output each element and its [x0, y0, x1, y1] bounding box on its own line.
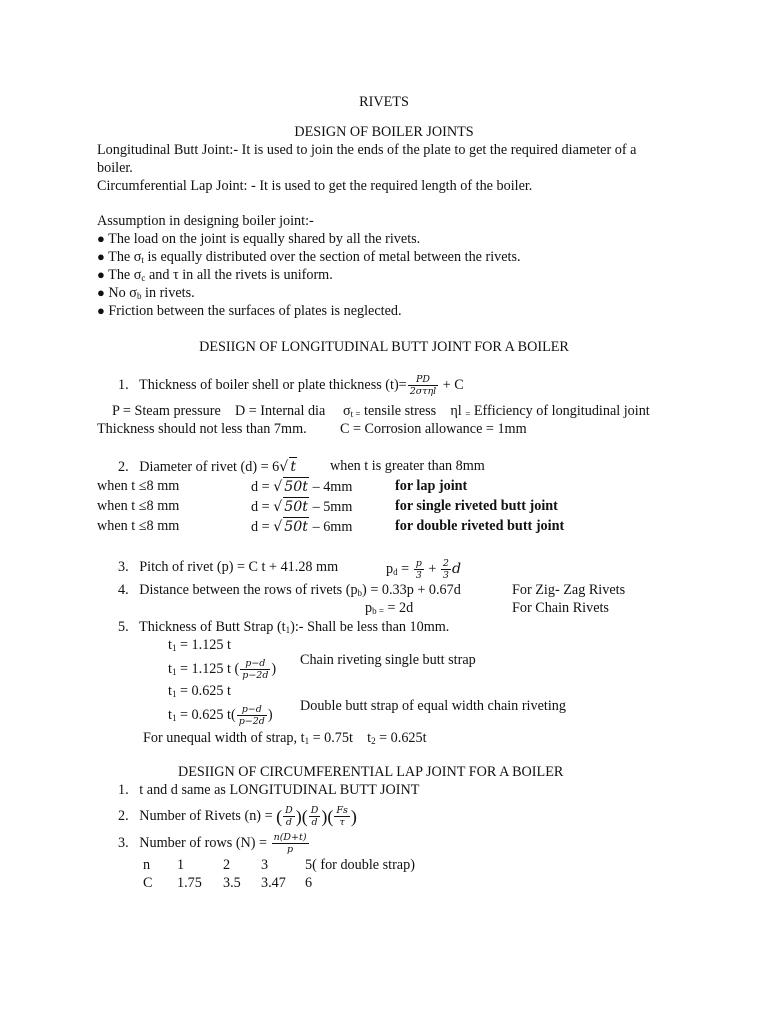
- strap-formula: $t_1 = 0.625$ t( $\frac{p-d}{p-2d}$ ): [168, 704, 273, 727]
- assumption-item: ● Friction between the surfaces of plates is neglected.: [97, 303, 402, 319]
- table-cell: 1: [177, 857, 185, 873]
- fraction: $\frac{PD}{\text{2στηl}}$: [409, 374, 437, 397]
- pd-formula: $p_d$ = $\frac{p}{3}$ + $\frac{2}{3}$ d: [386, 558, 462, 581]
- formula: d = √ 50t – 4mm: [251, 479, 353, 495]
- page-title: RIVETS: [359, 94, 409, 110]
- definitions-line: P = Steam pressure D = Internal dia $\sigma_{t =}$ tensile stress ηl $_=$ Efficiency of longitudinal joint: [112, 403, 650, 419]
- strap-note: Double butt strap of equal width chain riveting: [300, 698, 566, 714]
- table-cell: 3: [261, 857, 269, 873]
- table-cell: 5( for double strap): [305, 857, 415, 873]
- numbered-item: 1. t and d same as LONGITUDINAL BUTT JOINT: [118, 782, 420, 798]
- table-cell: 6: [305, 875, 313, 891]
- bullet-icon: ●: [97, 285, 105, 300]
- assumption-item: ● The $\sigma_t$ is equally distributed over the section of metal between the rivets.: [97, 249, 521, 265]
- page-subtitle: DESIGN OF BOILER JOINTS: [294, 124, 474, 140]
- strap-formula: $t_1 = 1.125$ t: [168, 637, 231, 653]
- strap-formula: $t_1 = 1.125$ t ( $\frac{p-d}{p-2d}$ ): [168, 658, 277, 681]
- chain-formula: $p_{b =} = 2d$: [365, 600, 414, 616]
- table-cell: 3.5: [223, 875, 241, 891]
- table-label-c: C: [143, 875, 153, 891]
- condition-text: when t is greater than 8mm: [330, 458, 485, 474]
- table-cell: 3.47: [261, 875, 286, 891]
- joint-label: for lap joint: [395, 478, 468, 494]
- chain-label: For Chain Rivets: [512, 600, 609, 616]
- numbered-item: 4. Distance between the rows of rivets $(p_b) = 0.33p + 0.67d$: [118, 582, 461, 598]
- joint-label: for double riveted butt joint: [395, 518, 565, 534]
- when-condition: when t ≤8 mm: [97, 478, 180, 494]
- assumptions-heading: Assumption in designing boiler joint:-: [97, 213, 314, 229]
- assumption-item: ● The load on the joint is equally shared by all the rivets.: [97, 231, 421, 247]
- numbered-item: 5. Thickness of Butt Strap $(t_1):-$ Shall be less than 10mm.: [118, 619, 450, 635]
- numbered-item: 1. Thickness of boiler shell or plate thickness (t)= $\frac{PD}{\text{2στηl}}$ + C: [118, 374, 464, 397]
- numbered-item: 2. Diameter of rivet (d) = 6√ t: [118, 459, 297, 475]
- numbered-item: 2. Number of Rivets (n) = ( $\frac{D}{d}$ )( $\frac{D}{d}$ )( $\frac{Fs}{\tau}$ ): [118, 805, 357, 828]
- joint-label: for single riveted butt joint: [395, 498, 558, 514]
- bullet-icon: ●: [97, 249, 105, 264]
- numbered-item: 3. Pitch of rivet (p) = C t + 41.28 mm: [118, 559, 339, 575]
- intro-line-3: Circumferential Lap Joint: - It is used to get the required length of the boiler.: [97, 178, 533, 194]
- formula: d = √ 50t – 6mm: [251, 519, 353, 535]
- bullet-icon: ●: [97, 303, 105, 318]
- intro-line-1: Longitudinal Butt Joint:- It is used to join the ends of the plate to get the required diameter of a: [97, 142, 637, 158]
- section-heading-longitudinal: DESIIGN OF LONGITUDINAL BUTT JOINT FOR A BOILER: [199, 339, 569, 355]
- table-label-n: n: [143, 857, 151, 873]
- thickness-note: Thickness should not less than 7mm.: [97, 421, 307, 437]
- intro-line-2: boiler.: [97, 160, 133, 176]
- table-cell: 1.75: [177, 875, 202, 891]
- bullet-icon: ●: [97, 231, 105, 246]
- zigzag-label: For Zig- Zag Rivets: [512, 582, 626, 598]
- formula: d = √ 50t – 5mm: [251, 499, 353, 515]
- when-condition: when t ≤8 mm: [97, 518, 180, 534]
- assumption-item: ● The $\sigma_c$ and τ in all the rivets is uniform.: [97, 267, 333, 283]
- bullet-icon: ●: [97, 267, 105, 282]
- strap-note: Chain riveting single butt strap: [300, 652, 476, 668]
- numbered-item: 3. Number of rows (N) = $\frac{n(D+t)}{p}$: [118, 832, 307, 855]
- table-cell: 2: [223, 857, 231, 873]
- strap-formula: $t_1 = 0.625$ t: [168, 683, 231, 699]
- assumption-item: ● No $\sigma_b$ in rivets.: [97, 285, 195, 301]
- unequal-strap: For unequal width of strap, $t_1 = 0.75t$ $t_2 = 0.625t$: [143, 730, 427, 746]
- section-heading-circumferential: DESIIGN OF CIRCUMFERENTIAL LAP JOINT FOR A BOILER: [178, 764, 564, 780]
- when-condition: when t ≤8 mm: [97, 498, 180, 514]
- corrosion-note: C = Corrosion allowance = 1mm: [340, 421, 527, 437]
